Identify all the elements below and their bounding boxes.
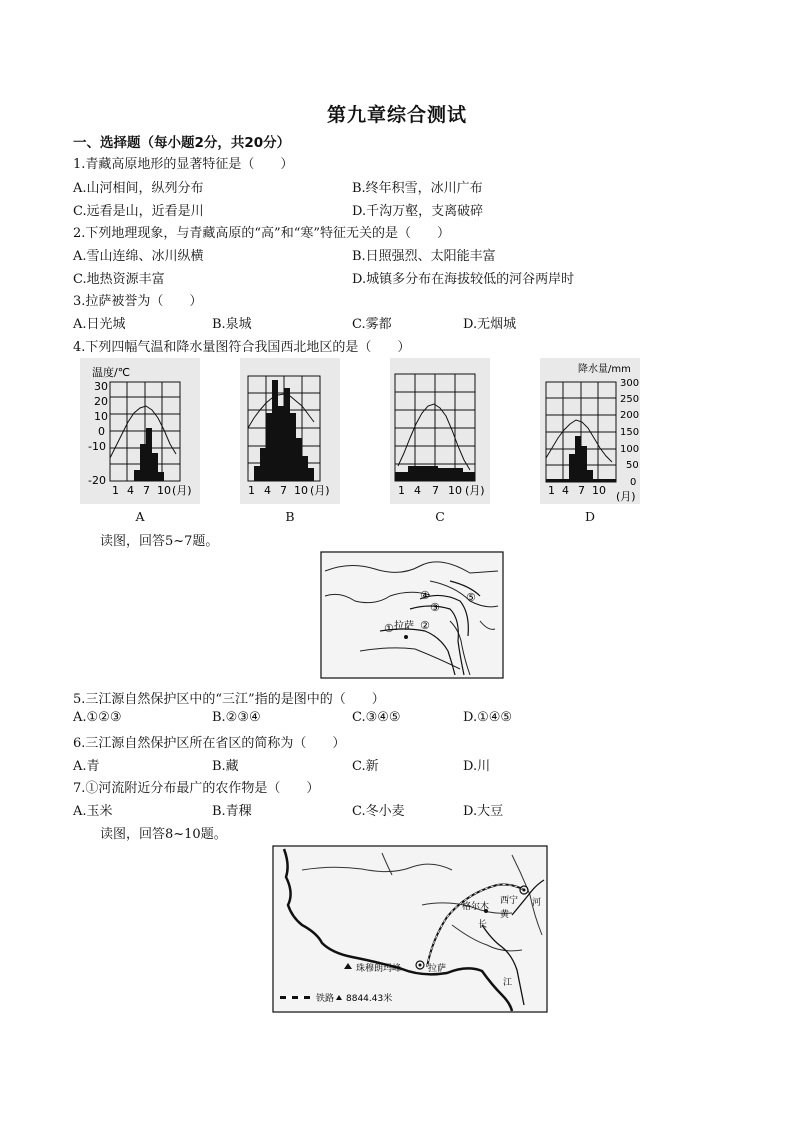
q3-option-c: C.雾都 (352, 317, 392, 332)
river-label-4: ④ (420, 589, 430, 602)
question-3-stem: 3.拉萨被誉为（ ） (73, 294, 203, 309)
river-he-label: 河 (532, 898, 542, 908)
qinghai-tibet-railway-map (272, 845, 548, 1013)
lhasa-dot (419, 964, 422, 967)
precip-tick: 300 (620, 378, 640, 389)
chart-label-d: D (584, 509, 596, 524)
precip-tick: 250 (620, 394, 640, 405)
temp-tick: -10 (88, 440, 106, 453)
question-5-stem: 5.三江源自然保护区中的“三江”指的是图中的（ ） (73, 692, 385, 707)
q6-option-a: A.青 (73, 759, 100, 774)
question-6-stem: 6.三江源自然保护区所在省区的简称为（ ） (73, 736, 346, 751)
month-unit: (月) (172, 484, 192, 497)
q6-option-b: B.藏 (212, 759, 239, 774)
climate-chart-a (80, 358, 200, 504)
q1-option-b: B.终年积雪，冰川广布 (352, 181, 483, 196)
lhasa-dot (404, 635, 408, 639)
chart-label-b: B (285, 509, 295, 524)
climate-chart-d (540, 358, 640, 504)
railway-legend-text: 铁路 (316, 994, 335, 1004)
page-title: 第九章综合测试 (326, 104, 467, 126)
month-tick: 4 (264, 484, 271, 497)
city-xining: 西宁 (500, 896, 519, 906)
question-7-stem: 7.①河流附近分布最广的农作物是（ ） (73, 781, 320, 796)
everest-label: 珠穆朗玛峰 (356, 964, 402, 974)
question-4-stem: 4.下列四幅气温和降水量图符合我国西北地区的是（ ） (73, 340, 411, 355)
month-tick: 7 (432, 484, 439, 497)
section-heading: 一、选择题（每小题2分，共20分） (73, 135, 291, 151)
peak-legend-symbol (336, 995, 342, 1000)
chart-grid (395, 374, 475, 481)
temp-tick: 20 (94, 395, 108, 408)
chart-label-a: A (135, 509, 145, 524)
railway-legend-symbol (280, 996, 310, 999)
month-tick: 10 (448, 484, 462, 497)
month-unit: (月) (310, 484, 330, 497)
railway-legend-gap (298, 996, 304, 999)
city-lhasa: 拉萨 (394, 621, 414, 632)
q3-option-d: D.无烟城 (463, 317, 517, 332)
climate-chart-b (240, 358, 340, 504)
everest-triangle (344, 963, 352, 969)
q1-option-c: C.远看是山，近看是川 (73, 204, 204, 219)
precip-bars (134, 428, 164, 481)
q6-option-d: D.川 (463, 759, 491, 774)
precip-bars (254, 380, 314, 481)
month-tick: 4 (414, 484, 421, 497)
temperature-curve (398, 404, 470, 470)
month-unit: (月) (616, 490, 636, 503)
q7-option-d: D.大豆 (463, 804, 504, 819)
q3-option-a: A.日光城 (73, 317, 126, 332)
question-2-stem: 2.下列地理现象，与青藏高原的“高”和“寒”特征无关的是（ ） (73, 226, 450, 241)
national-border (284, 849, 512, 1011)
month-tick: 10 (157, 484, 171, 497)
q5-option-a: A.①②③ (73, 710, 122, 725)
precip-bars (395, 466, 475, 481)
precip-axis-label: 降水量/mm (578, 364, 631, 375)
temp-tick: -20 (88, 474, 106, 487)
q2-option-d: D.城镇多分布在海拔较低的河谷两岸时 (352, 272, 575, 287)
month-tick: 7 (280, 484, 287, 497)
river-chang-label: 长 (478, 920, 488, 930)
precip-tick: 0 (630, 477, 637, 488)
month-tick: 1 (398, 484, 405, 497)
q5-option-d: D.①④⑤ (463, 710, 513, 725)
river-label-5: ⑤ (466, 591, 476, 604)
month-unit: (月) (465, 484, 485, 497)
question-1-stem: 1.青藏高原地形的显著特征是（ ） (73, 157, 294, 172)
precip-tick: 150 (620, 427, 640, 438)
month-tick: 7 (143, 484, 150, 497)
river-huang-label: 黄 (500, 910, 510, 920)
temp-tick: 0 (98, 425, 105, 438)
q5-option-c: C.③④⑤ (352, 710, 401, 725)
month-tick: 4 (562, 484, 569, 497)
q7-option-a: A.玉米 (73, 804, 113, 819)
precip-tick: 50 (626, 460, 639, 471)
precip-bars (546, 436, 616, 482)
river-label-1: ① (384, 622, 394, 635)
month-tick: 4 (127, 484, 134, 497)
month-tick: 7 (578, 484, 585, 497)
q7-option-b: B.青稞 (212, 804, 252, 819)
river-label-3: ③ (430, 601, 440, 614)
month-tick: 10 (294, 484, 308, 497)
month-tick: 10 (592, 484, 606, 497)
q1-option-d: D.千沟万壑，支离破碎 (352, 204, 484, 219)
river-jiang-label: 江 (503, 978, 513, 988)
reading-instruction-1: 读图，回答5~7题。 (100, 534, 219, 549)
elevation-legend-text: 8844.43米 (346, 994, 393, 1004)
q2-option-b: B.日照强烈、太阳能丰富 (352, 249, 496, 264)
climate-chart-c (390, 358, 490, 504)
month-tick: 1 (548, 484, 555, 497)
precip-tick: 100 (620, 444, 640, 455)
temp-axis-label: 温度/℃ (92, 366, 131, 379)
three-rivers-map (320, 551, 504, 679)
river-label-2: ② (420, 619, 430, 632)
city-lhasa: 拉萨 (428, 964, 447, 974)
railway-legend-gap (286, 996, 292, 999)
q3-option-b: B.泉城 (212, 317, 252, 332)
temp-tick: 30 (94, 380, 108, 393)
precip-tick: 200 (620, 410, 640, 421)
q7-option-c: C.冬小麦 (352, 804, 405, 819)
q1-option-a: A.山河相间，纵列分布 (73, 181, 204, 196)
q2-option-c: C.地热资源丰富 (73, 272, 165, 287)
month-tick: 1 (112, 484, 119, 497)
month-tick: 1 (248, 484, 255, 497)
q2-option-a: A.雪山连绵、冰川纵横 (73, 249, 204, 264)
temp-tick: 10 (94, 410, 108, 423)
xining-dot (523, 889, 526, 892)
reading-instruction-2: 读图，回答8~10题。 (100, 827, 227, 842)
map-borders (325, 562, 498, 675)
chart-label-c: C (435, 509, 445, 524)
q6-option-c: C.新 (352, 759, 379, 774)
city-golmud: 格尔木 (462, 902, 490, 912)
q5-option-b: B.②③④ (212, 710, 261, 725)
